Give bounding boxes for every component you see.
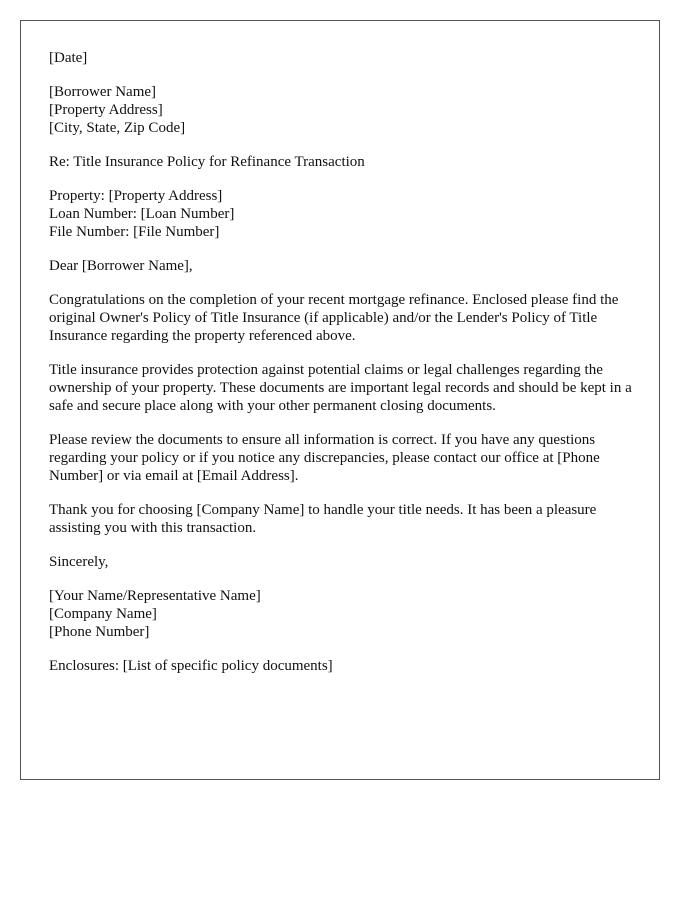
- reference-file-number: File Number: [File Number]: [49, 224, 220, 240]
- salutation-block: [49, 257, 639, 275]
- signature-block: [49, 587, 639, 641]
- letter-page: [20, 20, 660, 780]
- reference-property: Property: [Property Address]: [49, 188, 223, 204]
- subject-line: Re: Title Insurance Policy for Refinance Transaction: [49, 154, 365, 170]
- body-paragraph-protection: Title insurance provides protection against potential claims or legal challenges regarding the ownership of your property. These documents are important legal records and should be kept in a safe and secure place along with your other permanent closing documents.: [49, 362, 632, 414]
- salutation: Dear [Borrower Name],: [49, 258, 193, 274]
- body-paragraph-congratulations: Congratulations on the completion of your recent mortgage refinance. Enclosed please find the original Owner's Policy of Title Insurance (if applicable) and/or the Lender's Policy of Title Insurance regarding the property referenced above.: [49, 292, 619, 344]
- date-block: [49, 49, 639, 67]
- recipient-city-state-zip: [City, State, Zip Code]: [49, 120, 186, 136]
- letter-body: [49, 49, 639, 691]
- recipient-address: [49, 83, 639, 137]
- reference-block: [49, 187, 639, 241]
- recipient-street: [Property Address]: [49, 102, 163, 118]
- enclosures: Enclosures: [List of specific policy documents]: [49, 658, 333, 674]
- signature-name: [Your Name/Representative Name]: [49, 588, 261, 604]
- body-paragraph-thanks: Thank you for choosing [Company Name] to handle your title needs. It has been a pleasure assisting you with this transaction.: [49, 502, 597, 536]
- enclosures-block: [49, 657, 639, 675]
- signature-company: [Company Name]: [49, 606, 157, 622]
- signature-phone: [Phone Number]: [49, 624, 150, 640]
- reference-loan-number: Loan Number: [Loan Number]: [49, 206, 235, 222]
- subject-block: [49, 153, 639, 171]
- closing-block: [49, 553, 639, 571]
- letter-date: [Date]: [49, 50, 88, 66]
- recipient-name: [Borrower Name]: [49, 84, 157, 100]
- body-paragraph-review: Please review the documents to ensure all information is correct. If you have any questions regarding your policy or if you notice any discrepancies, please contact our office at [Phone Number] or via email at [Email Address].: [49, 432, 600, 484]
- closing: Sincerely,: [49, 554, 109, 570]
